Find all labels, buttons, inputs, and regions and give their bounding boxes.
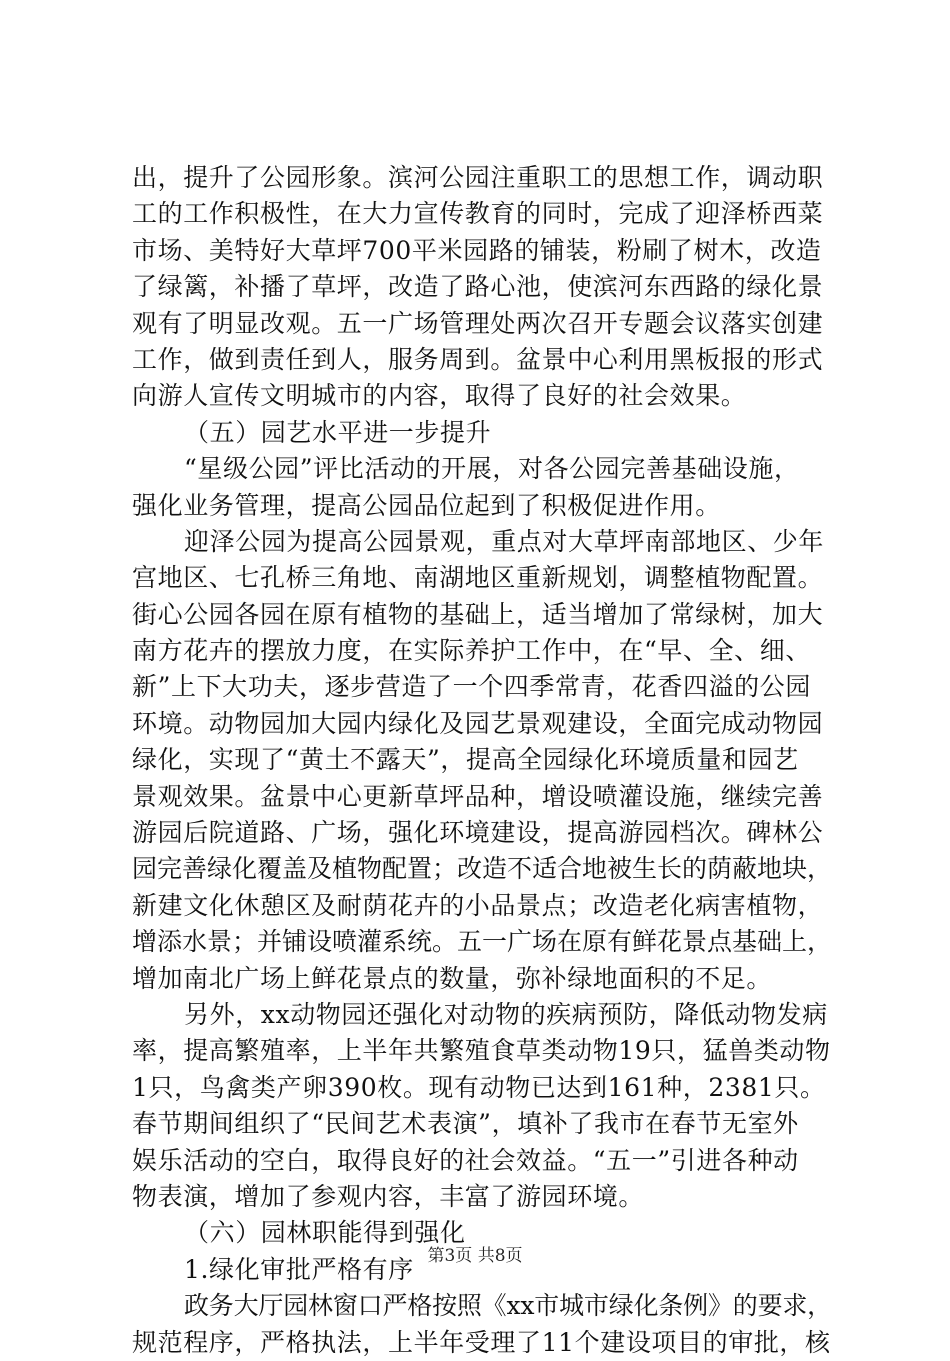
text-line: 绿化，实现了“黄土不露天”，提高全园绿化环境质量和园艺 xyxy=(132,745,799,775)
text-line: 工的工作积极性，在大力宣传教育的同时，完成了迎泽桥西菜 xyxy=(132,199,824,229)
subsection-heading: 1.绿化审批严格有序 xyxy=(184,1254,414,1284)
text-line: 另外，xx动物园还强化对动物的疾病预防，降低动物发病 xyxy=(184,999,828,1029)
text-line: 1只，鸟禽类产卵390枚。现有动物已达到161种，2381只。 xyxy=(132,1072,826,1102)
section-heading: （六）园林职能得到强化 xyxy=(184,1218,466,1248)
document-body xyxy=(132,160,832,1361)
text-line: 园完善绿化覆盖及植物配置；改造不适合地被生长的荫蔽地块， xyxy=(132,854,832,884)
text-line: 宫地区、七孔桥三角地、南湖地区重新规划，调整植物配置。 xyxy=(132,563,824,593)
text-line: 增添水景；并铺设喷灌系统。五一广场在原有鲜花景点基础上， xyxy=(132,927,832,957)
text-line: 政务大厅园林窗口严格按照《xx市城市绿化条例》的要求， xyxy=(184,1291,832,1321)
text-line: 强化业务管理，提高公园品位起到了积极促进作用。 xyxy=(132,490,721,520)
text-line: 景观效果。盆景中心更新草坪品种，增设喷灌设施，继续完善 xyxy=(132,781,824,811)
text-line: 向游人宣传文明城市的内容，取得了良好的社会效果。 xyxy=(132,381,747,411)
text-line: 游园后院道路、广场，强化环境建设，提高游园档次。碑林公 xyxy=(132,818,824,848)
text-line: “星级公园”评比活动的开展，对各公园完善基础设施， xyxy=(184,454,800,484)
text-line: 观有了明显改观。五一广场管理处两次召开专题会议落实创建 xyxy=(132,308,824,338)
text-line: 娱乐活动的空白，取得良好的社会效益。“五一”引进各种动 xyxy=(132,1145,799,1175)
text-line: 街心公园各园在原有植物的基础上，适当增加了常绿树，加大 xyxy=(132,599,824,629)
text-line: 春节期间组织了“民间艺术表演”，填补了我市在春节无室外 xyxy=(132,1109,799,1139)
text-line: 工作，做到责任到人，服务周到。盆景中心利用黑板报的形式 xyxy=(132,344,824,374)
text-line: 新建文化休憩区及耐荫花卉的小品景点；改造老化病害植物， xyxy=(132,890,824,920)
text-line: 新”上下大功夫，逐步营造了一个四季常青，花香四溢的公园 xyxy=(132,672,811,702)
text-line: 环境。动物园加大园内绿化及园艺景观建设，全面完成动物园 xyxy=(132,708,824,738)
section-heading: （五）园艺水平进一步提升 xyxy=(184,417,492,447)
text-line: 率，提高繁殖率，上半年共繁殖食草类动物19只，猛兽类动物 xyxy=(132,1036,831,1066)
page-footer: 第3页 共8页 xyxy=(427,1246,523,1266)
text-line: 物表演，增加了参观内容，丰富了游园环境。 xyxy=(132,1181,645,1211)
text-line: 市场、美特好大草坪700平米园路的铺装，粉刷了树木，改造 xyxy=(132,235,822,265)
text-line: 南方花卉的摆放力度，在实际养护工作中，在“早、全、细、 xyxy=(132,636,811,666)
text-line: 迎泽公园为提高公园景观，重点对大草坪南部地区、少年 xyxy=(184,526,825,556)
text-line: 了绿篱，补播了草坪，改造了路心池，使滨河东西路的绿化景 xyxy=(132,272,824,302)
text-line: 出，提升了公园形象。滨河公园注重职工的思想工作，调动职 xyxy=(132,163,824,192)
text-line: 规范程序，严格执法，上半年受理了11个建设项目的审批，核 xyxy=(132,1327,831,1357)
text-line: 增加南北广场上鲜花景点的数量，弥补绿地面积的不足。 xyxy=(132,963,773,993)
